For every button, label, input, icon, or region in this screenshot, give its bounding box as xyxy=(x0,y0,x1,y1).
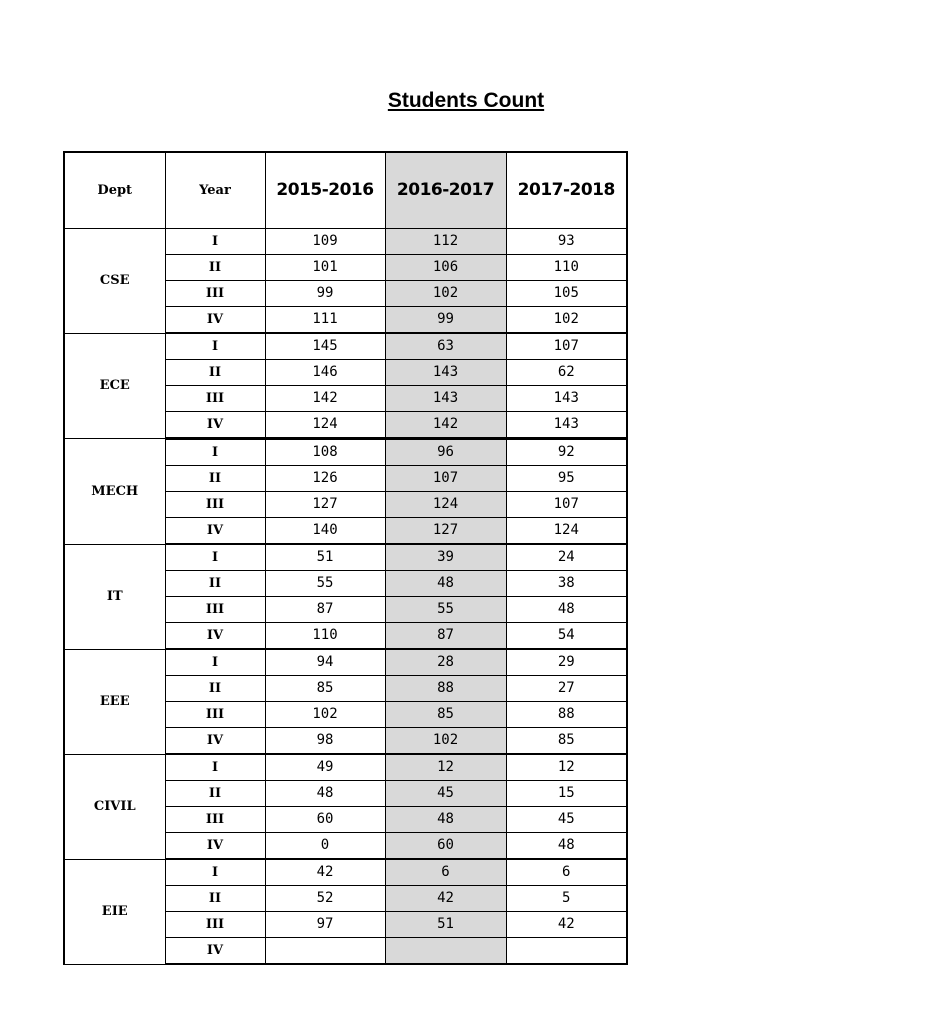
year-cell: IV xyxy=(165,307,265,334)
count-cell: 28 xyxy=(385,649,506,676)
count-cell: 48 xyxy=(385,571,506,597)
count-cell: 112 xyxy=(385,229,506,255)
table-row xyxy=(64,754,627,781)
count-cell: 62 xyxy=(506,360,627,386)
count-cell: 95 xyxy=(506,466,627,492)
year-cell: III xyxy=(165,702,265,728)
count-cell: 127 xyxy=(265,492,385,518)
count-cell: 88 xyxy=(506,702,627,728)
count-cell xyxy=(385,938,506,965)
count-cell: 38 xyxy=(506,571,627,597)
count-cell: 97 xyxy=(265,912,385,938)
count-cell: 126 xyxy=(265,466,385,492)
year-cell: IV xyxy=(165,833,265,860)
count-cell: 102 xyxy=(385,728,506,755)
dept-cell: MECH xyxy=(64,439,165,545)
count-cell: 85 xyxy=(265,676,385,702)
count-cell: 5 xyxy=(506,886,627,912)
count-cell: 105 xyxy=(506,281,627,307)
count-cell: 102 xyxy=(506,307,627,334)
count-cell: 42 xyxy=(506,912,627,938)
count-cell: 42 xyxy=(385,886,506,912)
count-cell: 48 xyxy=(506,597,627,623)
count-cell: 52 xyxy=(265,886,385,912)
year-cell: II xyxy=(165,676,265,702)
count-cell: 124 xyxy=(265,412,385,439)
count-cell: 45 xyxy=(506,807,627,833)
column-header-2017-2018: 2017-2018 xyxy=(506,152,627,229)
year-cell: II xyxy=(165,466,265,492)
count-cell: 54 xyxy=(506,623,627,650)
count-cell: 102 xyxy=(385,281,506,307)
year-cell: II xyxy=(165,255,265,281)
table-row xyxy=(64,859,627,886)
year-cell: II xyxy=(165,360,265,386)
count-cell: 124 xyxy=(506,518,627,545)
count-cell: 142 xyxy=(385,412,506,439)
year-cell: I xyxy=(165,229,265,255)
count-cell: 98 xyxy=(265,728,385,755)
table-body xyxy=(64,229,627,965)
year-cell: II xyxy=(165,886,265,912)
count-cell: 55 xyxy=(385,597,506,623)
count-cell: 110 xyxy=(265,623,385,650)
count-cell: 6 xyxy=(506,859,627,886)
count-cell: 146 xyxy=(265,360,385,386)
table-header-row xyxy=(64,152,627,229)
column-header-2015-2016: 2015-2016 xyxy=(265,152,385,229)
count-cell: 101 xyxy=(265,255,385,281)
year-cell: III xyxy=(165,807,265,833)
count-cell: 143 xyxy=(506,412,627,439)
count-cell: 12 xyxy=(506,754,627,781)
year-cell: IV xyxy=(165,412,265,439)
table-row xyxy=(64,544,627,571)
count-cell: 109 xyxy=(265,229,385,255)
count-cell: 87 xyxy=(385,623,506,650)
dept-cell: EEE xyxy=(64,649,165,754)
count-cell: 51 xyxy=(385,912,506,938)
year-cell: I xyxy=(165,439,265,466)
year-cell: IV xyxy=(165,518,265,545)
count-cell xyxy=(265,938,385,965)
count-cell: 55 xyxy=(265,571,385,597)
count-cell: 27 xyxy=(506,676,627,702)
dept-cell: CIVIL xyxy=(64,754,165,859)
count-cell: 124 xyxy=(385,492,506,518)
year-cell: IV xyxy=(165,728,265,755)
count-cell: 60 xyxy=(385,833,506,860)
students-count-sheet xyxy=(63,151,626,958)
count-cell: 127 xyxy=(385,518,506,545)
count-cell: 88 xyxy=(385,676,506,702)
count-cell: 48 xyxy=(385,807,506,833)
year-cell: II xyxy=(165,781,265,807)
count-cell: 39 xyxy=(385,544,506,571)
count-cell: 107 xyxy=(506,333,627,360)
count-cell: 93 xyxy=(506,229,627,255)
year-cell: III xyxy=(165,912,265,938)
count-cell: 110 xyxy=(506,255,627,281)
count-cell: 102 xyxy=(265,702,385,728)
count-cell: 85 xyxy=(385,702,506,728)
year-cell: I xyxy=(165,754,265,781)
count-cell: 143 xyxy=(385,386,506,412)
year-cell: III xyxy=(165,597,265,623)
count-cell: 85 xyxy=(506,728,627,755)
column-header-year: Year xyxy=(165,152,265,229)
count-cell: 0 xyxy=(265,833,385,860)
count-cell: 140 xyxy=(265,518,385,545)
dept-cell: CSE xyxy=(64,229,165,334)
table-row xyxy=(64,333,627,360)
year-cell: IV xyxy=(165,623,265,650)
year-cell: I xyxy=(165,333,265,360)
count-cell: 48 xyxy=(506,833,627,860)
count-cell: 42 xyxy=(265,859,385,886)
count-cell: 51 xyxy=(265,544,385,571)
count-cell: 142 xyxy=(265,386,385,412)
count-cell: 63 xyxy=(385,333,506,360)
count-cell: 24 xyxy=(506,544,627,571)
year-cell: III xyxy=(165,492,265,518)
count-cell xyxy=(506,938,627,965)
count-cell: 143 xyxy=(385,360,506,386)
count-cell: 87 xyxy=(265,597,385,623)
students-count-table xyxy=(63,151,628,965)
year-cell: IV xyxy=(165,938,265,965)
dept-cell: ECE xyxy=(64,333,165,439)
year-cell: II xyxy=(165,571,265,597)
count-cell: 106 xyxy=(385,255,506,281)
dept-cell: EIE xyxy=(64,859,165,964)
year-cell: I xyxy=(165,859,265,886)
page-title: Students Count xyxy=(387,89,545,112)
count-cell: 107 xyxy=(506,492,627,518)
dept-cell: IT xyxy=(64,544,165,649)
count-cell: 49 xyxy=(265,754,385,781)
count-cell: 107 xyxy=(385,466,506,492)
count-cell: 111 xyxy=(265,307,385,334)
count-cell: 143 xyxy=(506,386,627,412)
count-cell: 45 xyxy=(385,781,506,807)
count-cell: 108 xyxy=(265,439,385,466)
year-cell: III xyxy=(165,386,265,412)
table-row xyxy=(64,439,627,466)
column-header-2016-2017: 2016-2017 xyxy=(385,152,506,229)
year-cell: I xyxy=(165,544,265,571)
year-cell: III xyxy=(165,281,265,307)
count-cell: 48 xyxy=(265,781,385,807)
count-cell: 92 xyxy=(506,439,627,466)
table-row xyxy=(64,229,627,255)
column-header-dept: Dept xyxy=(64,152,165,229)
count-cell: 96 xyxy=(385,439,506,466)
count-cell: 60 xyxy=(265,807,385,833)
count-cell: 99 xyxy=(265,281,385,307)
count-cell: 99 xyxy=(385,307,506,334)
count-cell: 6 xyxy=(385,859,506,886)
table-row xyxy=(64,649,627,676)
count-cell: 145 xyxy=(265,333,385,360)
count-cell: 12 xyxy=(385,754,506,781)
count-cell: 29 xyxy=(506,649,627,676)
count-cell: 94 xyxy=(265,649,385,676)
year-cell: I xyxy=(165,649,265,676)
count-cell: 15 xyxy=(506,781,627,807)
